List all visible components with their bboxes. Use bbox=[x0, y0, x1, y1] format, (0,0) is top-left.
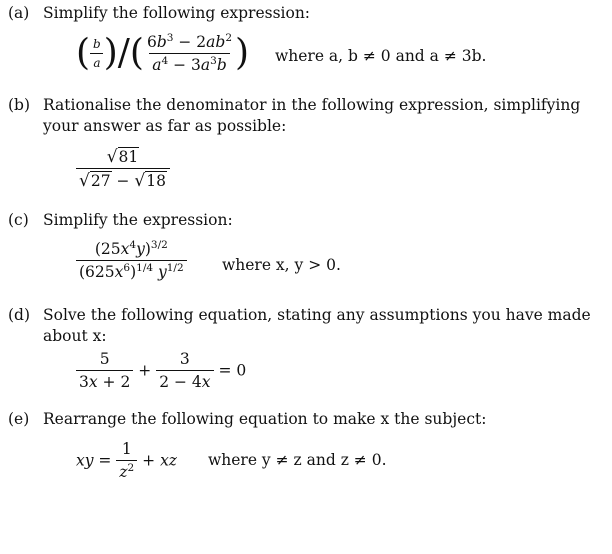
fraction-powers: $\frac{(25x^4y)^{3/2}}{(625x^6)^{1/4} y^{1/2}}$ bbox=[76, 240, 187, 281]
fraction-radicals: √ 81 √ 27 − √ 18 bbox=[76, 147, 170, 190]
fraction-b-over-a: $\frac{b}{a}$ bbox=[90, 37, 104, 70]
question-e bbox=[8, 409, 598, 430]
question-label: (b) bbox=[8, 96, 31, 114]
condition-a: where a, b ≠ 0 and a ≠ 3b. bbox=[275, 47, 487, 65]
fraction-polynomial: $\frac{6b^3 - 2ab^2}{a^4 - 3a^3b}$ bbox=[146, 31, 233, 74]
fraction-1-over-z2: $\frac{1}{z^2}$ bbox=[116, 440, 137, 481]
expression-b bbox=[76, 147, 170, 190]
question-c bbox=[8, 210, 598, 231]
question-d bbox=[8, 305, 598, 347]
question-text: Solve the following equation, stating any assumptions you have made about x: bbox=[43, 306, 591, 345]
condition-c: where x, y > 0. bbox=[222, 256, 341, 274]
expression-d: $\frac{5}{3x + 2}$ + $\frac{3}{2 - 4x}$ = 0 bbox=[76, 350, 246, 391]
expression-a: ( $\frac{b}{a}$ )/( $\frac{6b^3 - 2ab^2}{a^4 - 3a^3b}$ ) bbox=[76, 31, 250, 74]
fraction-5: $\frac{5}{3x + 2}$ bbox=[76, 350, 133, 391]
question-a bbox=[8, 3, 598, 24]
expression-c bbox=[76, 240, 187, 281]
question-label: (c) bbox=[8, 211, 29, 229]
question-label: (e) bbox=[8, 410, 30, 428]
question-text: Rationalise the denominator in the following expression, simplifying your answer as far as possible: bbox=[43, 96, 581, 135]
question-b bbox=[8, 95, 598, 137]
question-label: (d) bbox=[8, 306, 31, 324]
question-text: Rearrange the following equation to make x the subject: bbox=[43, 410, 487, 428]
question-label: (a) bbox=[8, 4, 30, 22]
question-text: Simplify the expression: bbox=[43, 211, 233, 229]
question-text: Simplify the following expression: bbox=[43, 4, 311, 22]
expression-e: xy = $\frac{1}{z^2}$ + xz bbox=[76, 440, 177, 481]
condition-e: where y ≠ z and z ≠ 0. bbox=[208, 451, 387, 469]
fraction-3: $\frac{3}{2 - 4x}$ bbox=[156, 350, 213, 391]
